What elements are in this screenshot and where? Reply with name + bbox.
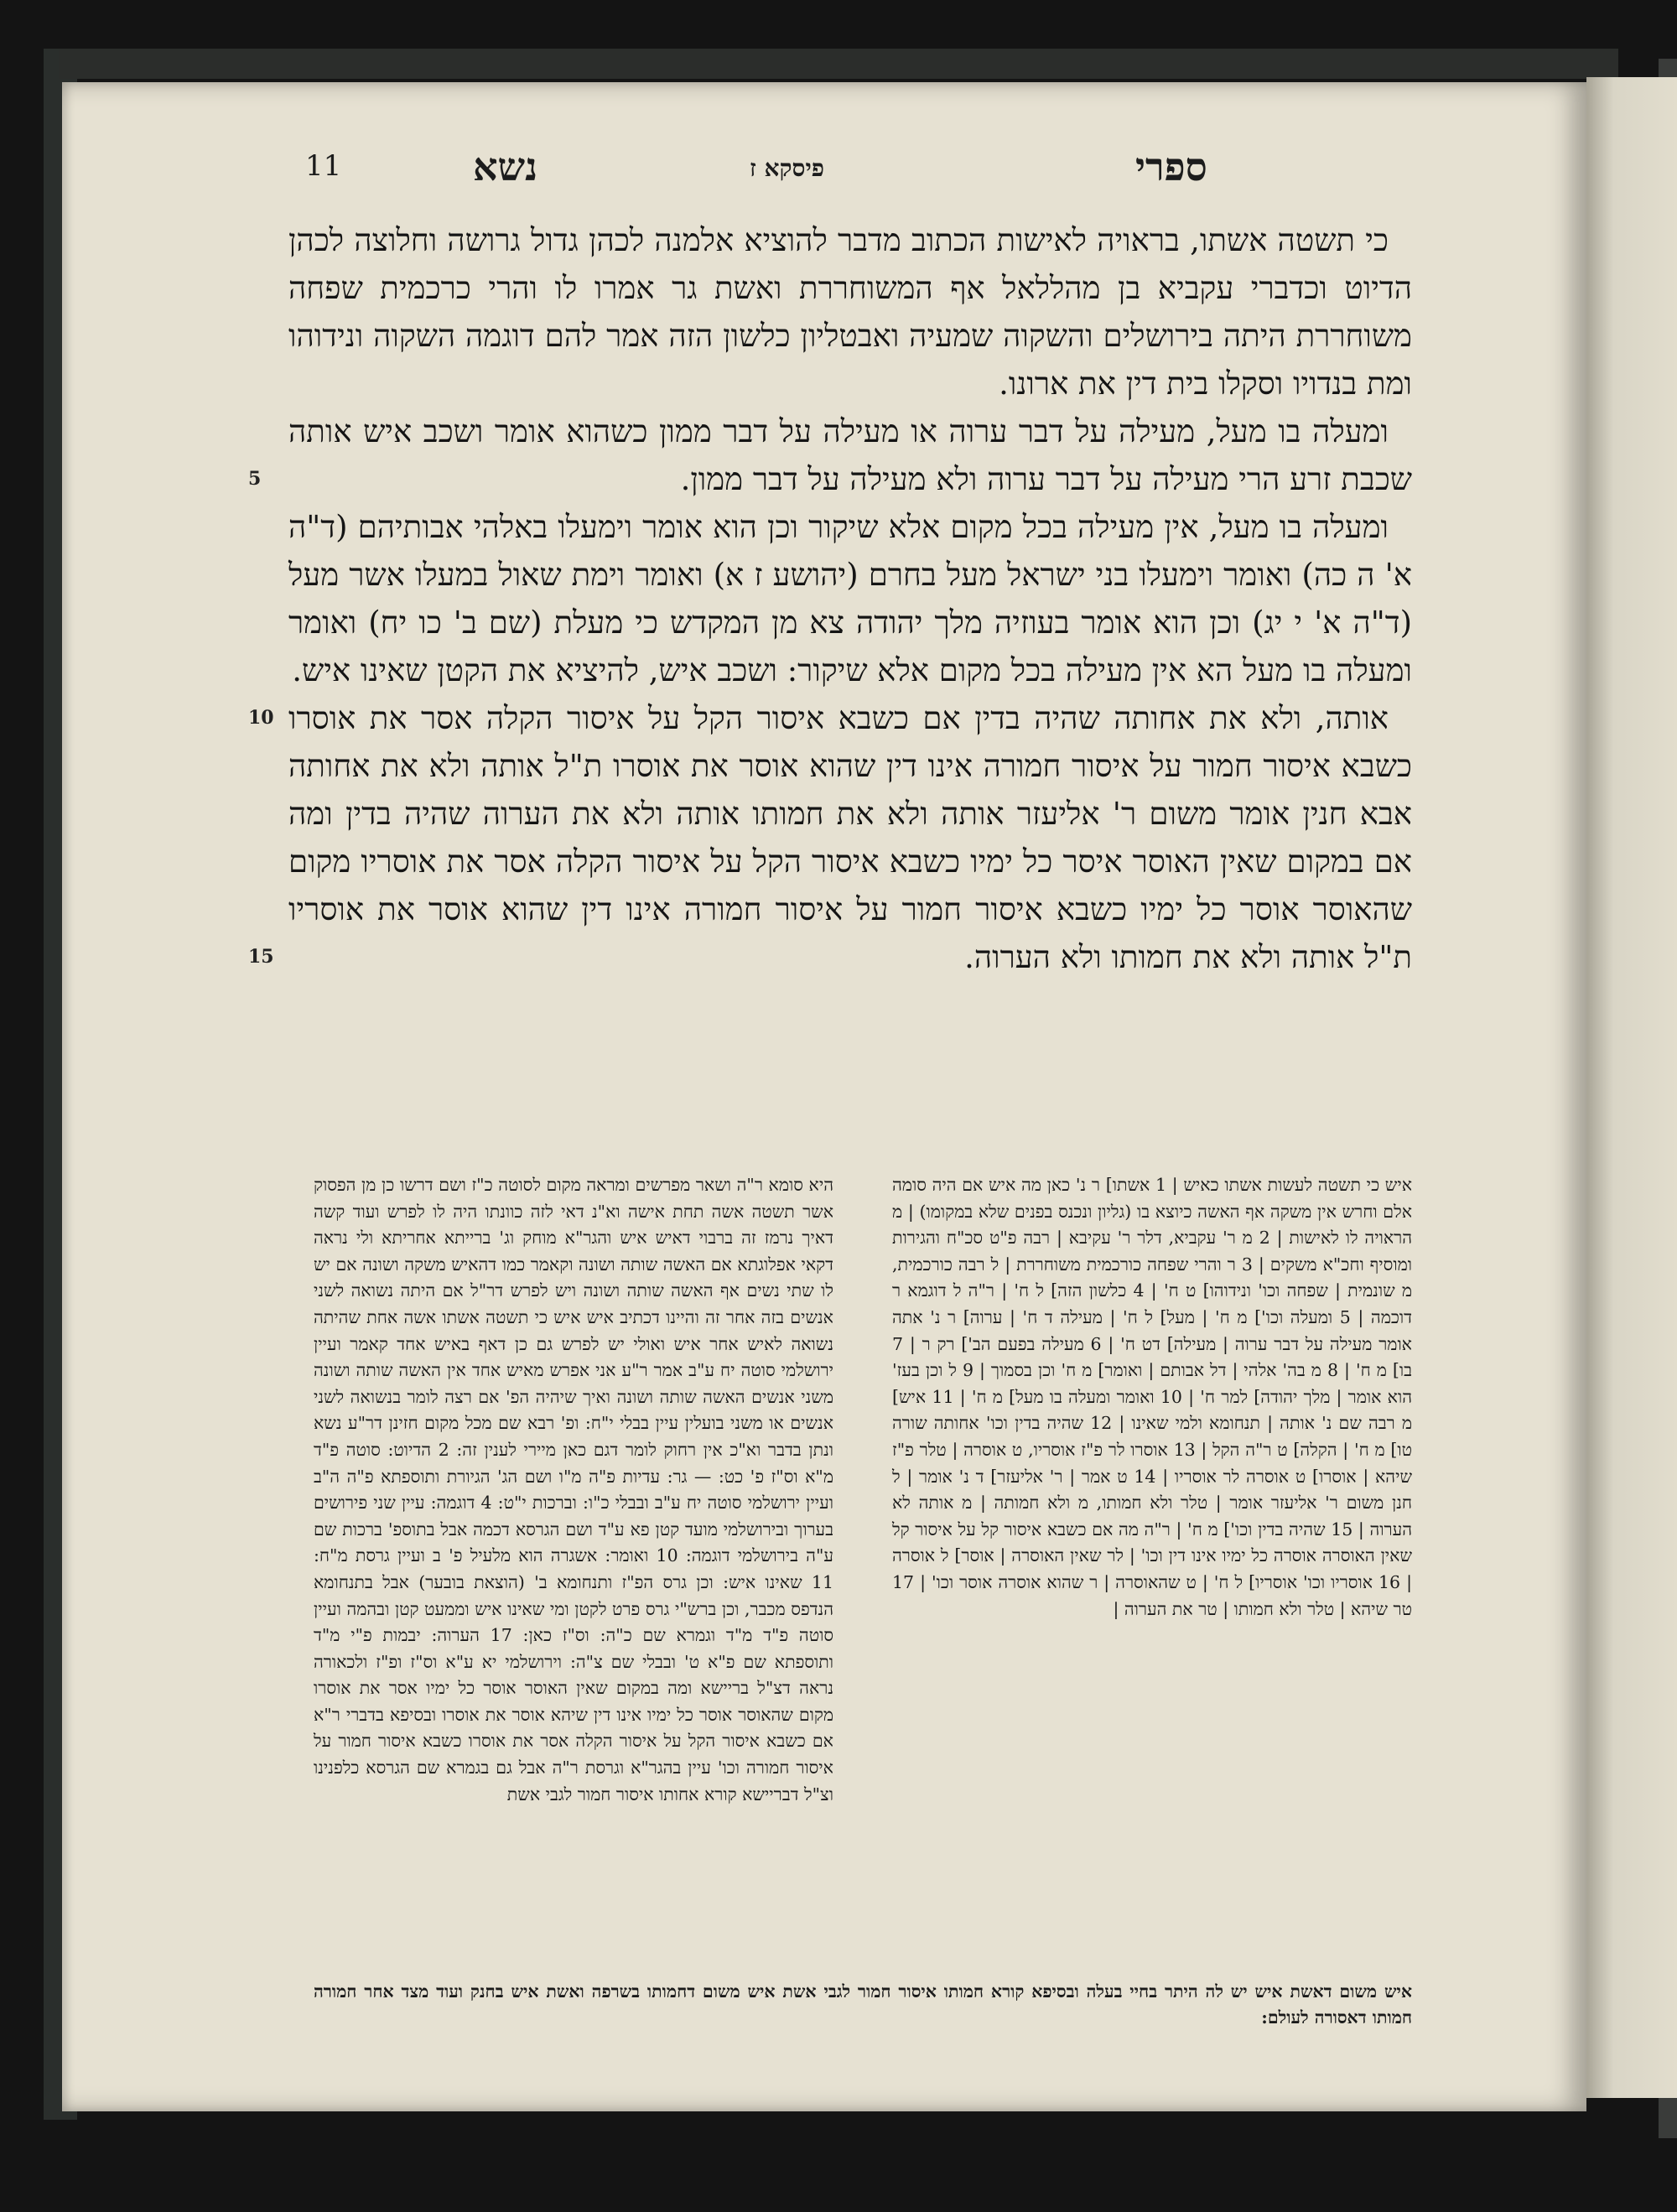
line-number: 5 bbox=[248, 468, 262, 490]
main-paragraph: ומעלה בו מעל, אין מעילה בכל מקום אלא שיקור וכן הוא אומר וימעלו באלהי אבותיהם (ד"ה א' ה כה) ואומר וימעלו בני ישראל מעל בחרם (יהושע ז א) ואומר וימת שאול במעלו אשר מעל (ד"ה א' י יג) וכן הוא אומר בעוזיה מלך יהודה צא מן המקדש כי מעלת (שם ב' כו יח) ואומר ומעלה בו מעל הא אין מעילה בכל מקום אלא שיקור: ושכב איש, להיציא את הקטן שאינו איש. bbox=[288, 509, 1412, 688]
book-top-edge bbox=[59, 49, 1618, 79]
book-page bbox=[62, 82, 1586, 2111]
commentary-continuation: איש משום דאשת איש יש לה היתר בחיי בעלה ובסיפא קורא חמותו איסור חמור לגבי אשת איש משום דחמותו בשרפה ואשת איש בחנק ועוד מצד אחר חמורה חמותו דאסורה לעולם: bbox=[314, 1981, 1412, 2028]
page-number: 11 bbox=[305, 149, 342, 183]
variant-readings-column: איש כי תשטה לעשות אשתו כאיש | 1 אשתו] ר נ' כאן מה איש אם היה סומה אלם וחרש אין משקה אף האשה כיוצא בו (גליון ונכנס בפנים שלא במקומו) | מ הראויה לו לאישות | 2 מ ר' עקביא, דלר ר' עקיבא | רבה פ"ט סכ"ח והגירות ומוסיף וחכ"א משקים | 3 ר והרי שפחה כורכמית משוחררת | ל רבה כורכמית, מ שונמית | שפחה וכו' ונידוהו] ט ח' | 4 כלשון הזה] ל ח' | ר"ה ל דוגמא ר דוכמה | 5 ומעלה וכו'] מ ח' | מעל] ל ח' | מעילה ד ח' | ערוה] ר נ' אתה אומר מעילה על דבר ערוה | מעילה] דט ח' | 6 מעילה בפעם הב'] רק ר | 7 בו] מ ח' | 8 מ בה' אלהי | דל אבותם | ואומר] מ ח' וכן בסמוך | 9 ל וכן בעז' הוא אומר | מלך יהודה] למר ח' | 10 ואומר ומעלה בו מעל] מ ח' | 11 איש] מ רבה שם נ' אותה | תנחומא ולמי שאינו | 12 שהיה בדין וכו' אחותה שורה טו] מ ח' | הקלה] ט ר"ה הקל | 13 אוסרו לר פ"ז אוסריו, ט אוסרה | טלר פ"ז שיהא | אוסרו] ט אוסרה לר אוסריו | 14 ט אמר | ר' אליעזר] ד נ' אומר | ל חנן משום ר' אליעזר אומר | טלר ולא חמותו, מ ולא חמותה | מ אותה לא הערוה | 15 שהיה בדין וכו'] מ ח' | ר"ה מה אם כשבא איסור קל על איסור קל שאין האוסרה אוסרה כל ימיו אינו דין וכו' | לר שאין האוסרה | אוסר] ל אוסרה | 16 אוסריו וכו' אוסריו] ל ח' | ט שהאוסרה | ר שהוא אוסרה אוסר וכו' | 17 טר שיהא | טלר ולא חמותו | טר את הערוה | bbox=[892, 1175, 1412, 1619]
line-number: 10 bbox=[248, 707, 274, 729]
parasha-title: נשא bbox=[473, 144, 538, 190]
facing-page-sliver bbox=[1586, 77, 1677, 2098]
main-text bbox=[288, 216, 1412, 981]
commentary-column: היא סומא ר"ה ושאר מפרשים ומראה מקום לסוטה כ"ז ושם דרשו כן מן הפסוק אשר תשטה אשה תחת אישה וא"נ דאי לזה כוונתו היה לו לפרש ועוד קשה דאיך נרמז זה ברבוי דאיש איש והגר"א מוחק וג' ברייתא אחריתא ולי נראה דקאי אפלוגתא אם האשה שותה ושונה וקאמר כמו דהאיש משקה ושונה אם יש לו שתי נשים אף האשה שותה ושונה ויש לפרש דר"ל אם היתה נשואה לשני אנשים בזה אחר זה והיינו דכתיב איש איש כי תשטה אשתו אשה אחת שהיתה נשואה לאיש אחר איש ואולי יש לפרש גם כן דאף באיש אחד קאמר ועיין ירושלמי סוטה יח ע"ב אמר ר"ע אני אפרש מאיש אחד אין האשה שותה ושונה משני אנשים האשה שותה ושונה ואיך שיהיה הפ' אם רצה לומר בנשואה לשני אנשים או משני בועלין עיין בבלי י"ח: ופ' רבא שם מכל מקום חזינן דר"ע נשא ונתן בדבר וא"כ אין רחוק לומר דגם כאן מיירי לענין זה: 2 הדיוט: סוטה פ"ד מ"א וס"ז פ' כט: — גר: עדיות פ"ה מ"ו ושם הג' הגיורת ותוספתא פ"ה ה"ב ועיין ירושלמי סוטה יח ע"ב ובבלי כ"ו: וברכות י"ט: 4 דוגמה: עיין שני פירושים בערוך ובירושלמי מועד קטן פא ע"ד ושם הגרסא דכמה אבל בתוספ' ברכות שם ע"ה בירושלמי דוגמה: 10 ואומר: אשגרה הוא מלעיל פ' ב ועיין גרסת מ"ח: 11 שאינו איש: וכן גרס הפ"ז ותנחומא ב' (הוצאת בובער) אבל בתנחומא הנדפס מכבר, וכן ברש"י גרס פרט לקטן ומי שאינו איש וממעט קטן ובהמה ועיין סוטה פ"ד מ"ד וגמרא שם כ"ה: וס"ז כאן: 17 הערוה: יבמות פ"י מ"ד ותוספתא שם פ"א ט' ובבלי שם צ"ה: וירושלמי יא ע"א וס"ז ופ"ז ולכאורה נראה דצ"ל בריישא ומה במקום שאין האוסר אוסר כל ימיו אסר את אוסרו מקום שהאוסר אוסר כל ימיו אינו דין שיהא אוסר את אוסרו ובסיפא בדברי ר"א אם כשבא איסור הקל על איסור הקלה אסר את אוסרו כשבא איסור חמור על איסור חמורה וכו' עיין בהגר"א וגרסת ר"ה אבל גם בגמרא שם הגרסא כלפנינו וצ"ל דבריישא קורא אחותו איסור חמור לגבי אשת bbox=[314, 1175, 833, 1804]
running-header bbox=[62, 144, 1586, 208]
piska-label: פיסקא ז bbox=[750, 154, 825, 182]
main-paragraph: כי תשטה אשתו, בראויה לאישות הכתוב מדבר להוציא אלמנה לכהן גדול גרושה וחלוצה לכהן הדיוט וכדברי עקביא בן מהללאל אף המשוחררת ואשת גר אמרו לו והרי כרכמית שפחה משוחררת היתה בירושלים והשקוה שמעיה ואבטליון כלשון הזה אמר להם דוגמה השקוה ונידוהו ומת בנדויו וסקלו בית דין את ארונו. bbox=[288, 222, 1412, 402]
main-paragraph: אותה, ולא את אחותה שהיה בדין אם כשבא איסור הקל על איסור הקלה אסר את אוסרו כשבא איסור חמור על איסור חמורה אינו דין שהוא אוסר את אוסרו ת"ל אותה ולא את אחותה אבא חנין אומר משום ר' אליעזר אותה ולא את חמותו אותה ולא את הערוה שהיה בדין ומה אם במקום שאין האוסר איסר כל ימיו כשבא איסור הקל על איסור הקלה אסר את אוסריו מקום שהאוסר אוסר כל ימיו כשבא איסור חמור על איסור חמורה אינו דין שהוא אוסר את אוסריו ת"ל אותה ולא את חמותו ולא הערוה. bbox=[288, 700, 1412, 975]
book-title: ספרי bbox=[1135, 144, 1207, 190]
main-paragraph: ומעלה בו מעל, מעילה על דבר ערוה או מעילה על דבר ממון כשהוא אומר ושכב איש אותה שכבת זרע הרי מעילה על דבר ערוה ולא מעילה על דבר ממון. bbox=[288, 413, 1412, 497]
line-number: 15 bbox=[248, 946, 274, 968]
